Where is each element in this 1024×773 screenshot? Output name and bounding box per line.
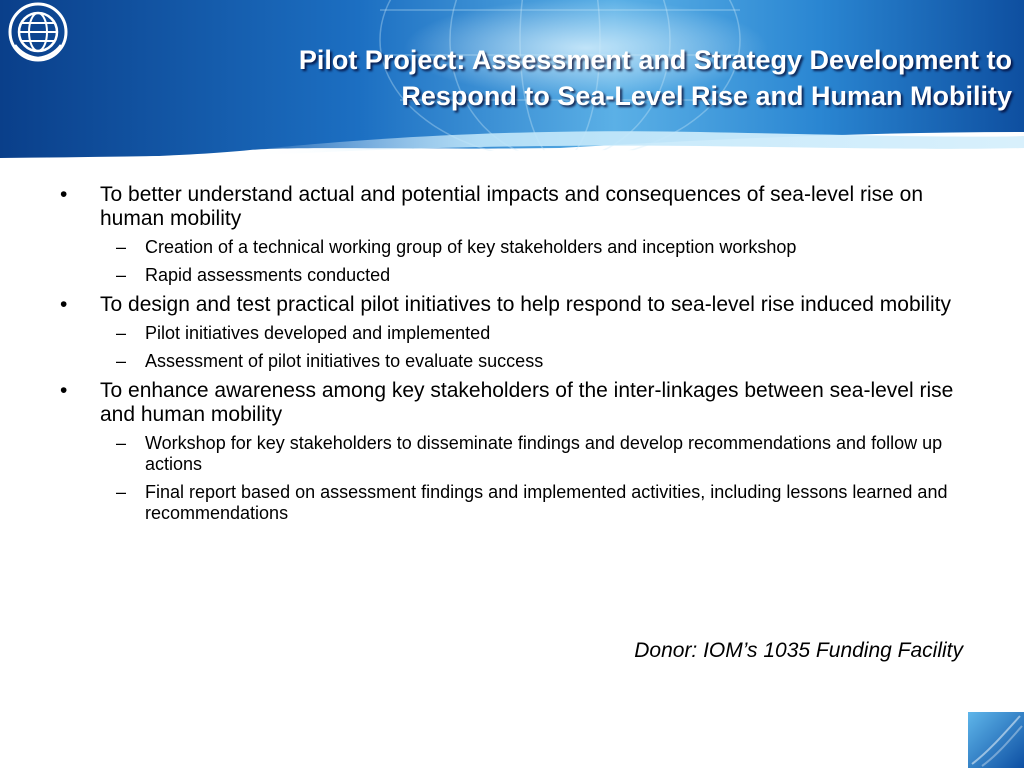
bullet-marker: • bbox=[60, 379, 68, 402]
sub-bullet-item bbox=[60, 265, 960, 286]
slide-title-line2: Respond to Sea-Level Rise and Human Mobility bbox=[401, 81, 1012, 111]
header-banner bbox=[0, 0, 1024, 165]
bullet-text: To better understand actual and potential impacts and consequences of sea-level rise on human mobility bbox=[100, 183, 924, 230]
sub-bullet-item bbox=[60, 433, 960, 475]
bullet-item bbox=[60, 183, 960, 231]
sub-bullet-text: Assessment of pilot initiatives to evaluate success bbox=[145, 351, 544, 371]
bullet-marker: • bbox=[60, 293, 68, 316]
sub-bullet-text: Final report based on assessment findings and implemented activities, including lessons learned and recommendations bbox=[145, 482, 948, 523]
slide-title-line1: Pilot Project: Assessment and Strategy Development to bbox=[298, 45, 1012, 75]
bullet-text: To design and test practical pilot initiatives to help respond to sea-level rise induced mobility bbox=[100, 293, 951, 316]
sub-bullet-text: Workshop for key stakeholders to disseminate findings and develop recommendations and follow up actions bbox=[145, 433, 943, 474]
dash-marker: – bbox=[116, 323, 127, 343]
sub-bullet-text: Creation of a technical working group of key stakeholders and inception workshop bbox=[145, 237, 797, 257]
bullet-item bbox=[60, 379, 960, 427]
dash-marker: – bbox=[116, 237, 127, 257]
corner-decoration bbox=[968, 712, 1024, 768]
sub-bullet-item bbox=[60, 237, 960, 258]
iom-globe-logo-icon bbox=[7, 1, 69, 63]
dash-marker: – bbox=[116, 433, 127, 453]
dash-marker: – bbox=[116, 351, 127, 371]
bullet-marker: • bbox=[60, 183, 68, 206]
dash-marker: – bbox=[116, 265, 127, 285]
dash-marker: – bbox=[116, 482, 127, 502]
sub-bullet-item bbox=[60, 323, 960, 344]
bullet-text: To enhance awareness among key stakeholders of the inter-linkages between sea-level rise and human mobility bbox=[100, 379, 954, 426]
sub-bullet-item bbox=[60, 482, 960, 524]
donor-note: Donor: IOM’s 1035 Funding Facility bbox=[634, 639, 963, 662]
bullet-list bbox=[60, 183, 960, 531]
sub-bullet-text: Pilot initiatives developed and implemented bbox=[145, 323, 491, 343]
sub-bullet-text: Rapid assessments conducted bbox=[145, 265, 391, 285]
sub-bullet-item bbox=[60, 351, 960, 372]
slide-title bbox=[112, 42, 1012, 114]
bullet-item bbox=[60, 293, 960, 317]
